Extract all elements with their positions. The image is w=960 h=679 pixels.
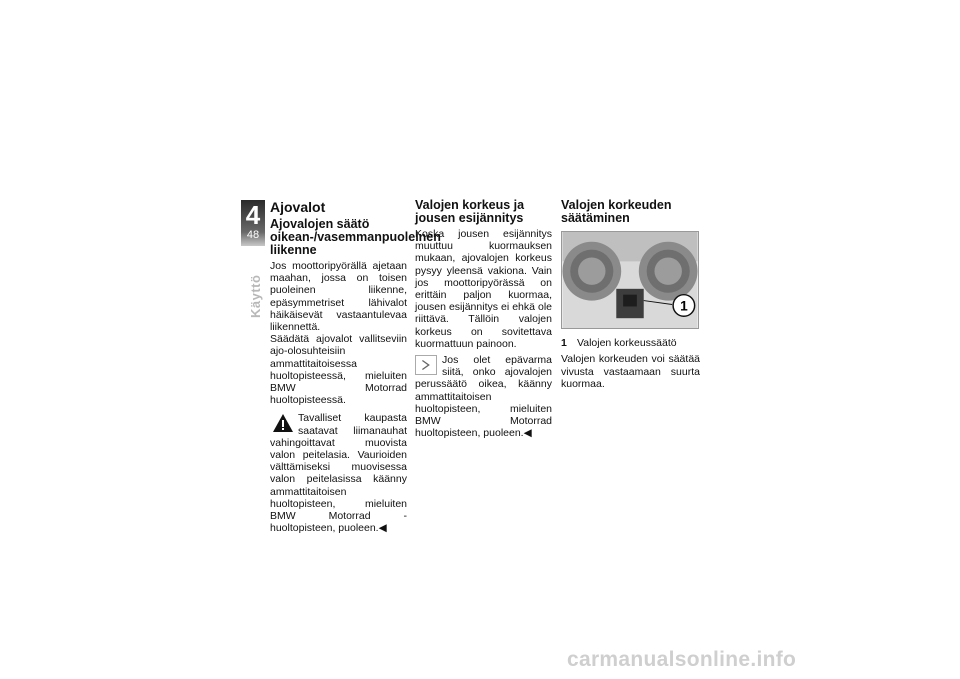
column-1 <box>270 199 441 535</box>
section-title: Valojen korkeuden säätäminen <box>561 198 672 225</box>
hint-text: Jos olet epävarma siitä, onko ajovalojen perussäätö oikea, käänny ammattitaitoisen huoltopisteen, mieluiten BMW Motorrad huoltopisteen, puoleen.◀ <box>415 354 552 440</box>
watermark: carmanualsonline.info <box>567 648 797 671</box>
warning-text: Tavalliset kaupasta saatavat liimanauhat vahingoittavat muovista valon peitelasia. Vaurioiden välttämiseksi muovisessa valon peitelasissa käänny ammattitaitoisen huoltopisteen, mieluiten BMW Motorrad -huoltopisteen, puoleen.◀ <box>270 412 407 535</box>
legend-number: 1 <box>561 337 567 350</box>
section-label: Käyttö <box>248 274 263 318</box>
column-3 <box>561 199 700 390</box>
legend-text: Valojen korkeussäätö <box>577 337 677 350</box>
warning-icon <box>272 413 294 433</box>
column-2 <box>415 199 552 439</box>
chapter-tab <box>241 200 265 246</box>
page-number: 48 <box>246 229 260 241</box>
callout-number: 1 <box>680 298 688 314</box>
section-title: Valojen korkeus ja jousen esijännitys <box>415 198 525 225</box>
paragraph: Säädätä ajovalot vallitseviin ajo-olosuhteisiin ammattitaitoisessa huoltopisteessä, mieluiten BMW Motorrad huoltopisteessä. <box>270 333 407 407</box>
headlight-figure <box>561 231 699 329</box>
chapter-number: 4 <box>245 200 261 230</box>
subsection-title: Ajovalojen säätö oikean-/vasemmanpuoleinen liikenne <box>270 217 441 257</box>
hint-icon <box>415 355 437 375</box>
warning-block <box>270 412 407 534</box>
hint-block <box>415 354 552 439</box>
paragraph: Valojen korkeuden voi säätää vivusta vastaamaan suurta kuormaa. <box>561 353 700 390</box>
section-title: Ajovalot <box>270 199 326 215</box>
paragraph: Jos moottoripyörällä ajetaan maahan, jossa on toisen puoleinen liikenne, epäsymmetriset lähivalot häikäisevät vastaantulevaa liikennettä. <box>270 260 407 334</box>
paragraph: Koska jousen esijännitys muuttuu kuormauksen mukaan, ajovalojen korkeus pysyy yleensä vakiona. Vain jos moottoripyörässä on erittäin paljon kuormaa, jousen esijännitys ei ehkä ole riittävä. Tällöin valojen korkeus on sovitettava kuormattuun painoon. <box>415 228 552 350</box>
figure-legend <box>561 337 700 349</box>
